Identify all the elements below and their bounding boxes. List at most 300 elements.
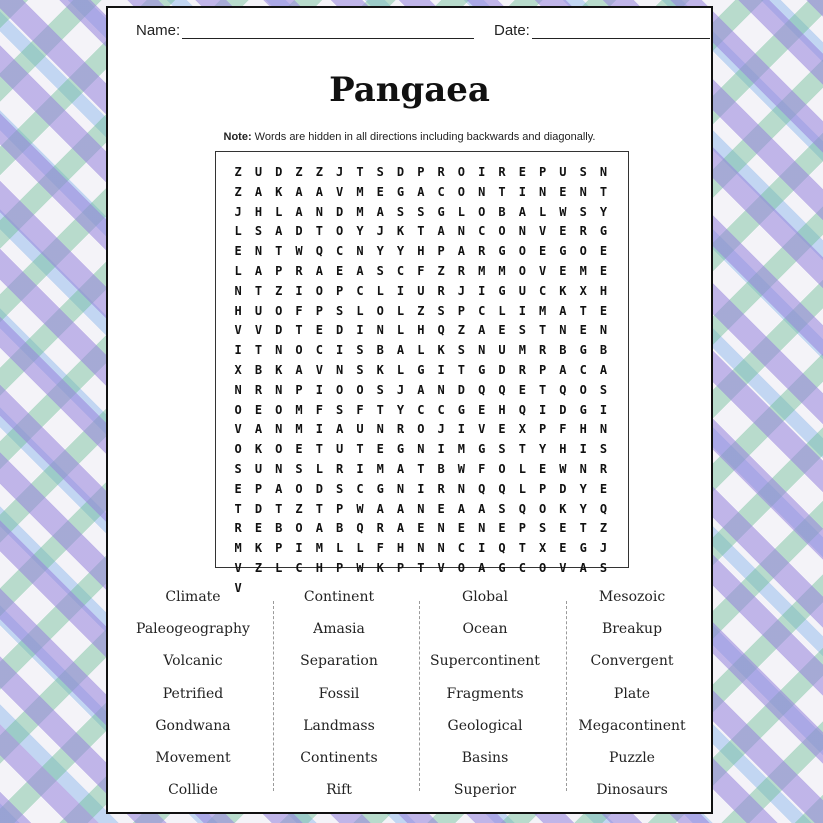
grid-letter: B	[599, 343, 608, 358]
grid-letter: M	[376, 461, 384, 476]
grid-letter: E	[559, 541, 567, 556]
grid-letter: Q	[478, 382, 486, 397]
grid-letter: J	[234, 204, 242, 219]
grid-letter: Z	[437, 263, 445, 278]
grid-letter: L	[234, 263, 242, 278]
grid-letter: D	[336, 204, 344, 219]
grid-letter: E	[559, 263, 567, 278]
grid-letter: A	[254, 422, 263, 437]
word-item: Dinosaurs	[596, 782, 668, 799]
grid-letter: I	[315, 382, 323, 397]
word-item: Supercontinent	[430, 653, 540, 670]
grid-letter: S	[376, 382, 384, 397]
grid-letter: A	[295, 184, 303, 199]
word-column	[120, 585, 266, 810]
grid-letter: R	[437, 165, 445, 179]
grid-letter: S	[376, 263, 384, 278]
grid-letter: E	[254, 402, 263, 417]
grid-letter: E	[254, 521, 263, 536]
word-column	[412, 585, 558, 810]
grid-letter: O	[336, 224, 344, 239]
grid-letter: A	[315, 263, 323, 278]
grid-letter: Z	[315, 165, 323, 179]
grid-letter: I	[518, 303, 526, 318]
grid-letter: Q	[437, 323, 445, 338]
grid-letter: C	[356, 481, 364, 496]
grid-letter: S	[356, 362, 364, 377]
grid-letter: P	[315, 303, 323, 318]
grid-letter: A	[478, 560, 486, 575]
grid-letter: U	[254, 165, 263, 179]
grid-letter: A	[396, 501, 405, 516]
grid-letter: A	[559, 362, 567, 377]
grid-letter: O	[315, 283, 323, 298]
grid-letter: V	[254, 323, 263, 338]
grid-letter: P	[254, 481, 263, 496]
grid-letter: C	[437, 402, 445, 417]
grid-letter: N	[254, 244, 263, 259]
grid-letter: R	[437, 283, 445, 298]
grid-letter: O	[457, 184, 466, 199]
grid-letter: W	[457, 461, 466, 476]
grid-letter: S	[599, 382, 608, 397]
grid-letter: M	[457, 442, 466, 457]
grid-letter: E	[599, 244, 608, 259]
grid-letter: R	[457, 263, 466, 278]
grid-letter: P	[538, 422, 547, 437]
grid-letter: E	[518, 165, 526, 179]
grid-letter: Y	[396, 402, 405, 417]
grid-letter: A	[376, 501, 384, 516]
grid-letter: G	[498, 560, 506, 575]
grid-letter: S	[336, 481, 344, 496]
grid-letter: Q	[518, 501, 526, 516]
grid-letter: U	[254, 461, 263, 476]
grid-letter: Z	[234, 165, 242, 179]
grid-letter: I	[457, 422, 466, 437]
grid-letter: X	[538, 541, 547, 556]
grid-letter: P	[538, 481, 547, 496]
grid-letter: L	[518, 461, 526, 476]
word-item: Superior	[453, 782, 517, 799]
grid-letter: T	[417, 560, 425, 575]
word-item: Plate	[613, 685, 651, 702]
grid-letter: E	[559, 224, 567, 239]
grid-letter: C	[396, 263, 405, 278]
grid-letter: K	[254, 442, 263, 457]
grid-letter: N	[437, 382, 445, 397]
grid-letter: O	[275, 303, 283, 318]
grid-letter: B	[254, 362, 263, 377]
grid-letter: A	[417, 382, 425, 397]
grid-letter: M	[518, 343, 526, 358]
grid-letter: C	[315, 343, 323, 358]
grid-letter: V	[437, 560, 445, 575]
grid-letter: I	[356, 461, 364, 476]
grid-letter: F	[417, 263, 425, 278]
grid-letter: D	[336, 323, 344, 338]
grid-letter: L	[376, 283, 384, 298]
grid-letter: Q	[498, 541, 506, 556]
grid-letter: R	[295, 263, 303, 278]
grid-letter: I	[478, 541, 486, 556]
grid-letter: O	[518, 244, 526, 259]
grid-letter: C	[356, 283, 364, 298]
grid-letter: N	[275, 461, 283, 476]
grid-letter: Z	[234, 184, 242, 199]
grid-letter: B	[498, 204, 506, 219]
grid-letter: E	[234, 244, 242, 259]
grid-letter: E	[376, 442, 384, 457]
grid-letter: Y	[356, 224, 364, 239]
grid-letter: Z	[457, 323, 466, 338]
grid-letter: Z	[295, 165, 303, 179]
grid-letter: O	[356, 382, 364, 397]
grid-letter: E	[498, 521, 506, 536]
grid-letter: C	[437, 184, 445, 199]
grid-letter: S	[457, 343, 466, 358]
grid-letter: L	[356, 541, 364, 556]
grid-letter: S	[538, 521, 547, 536]
grid-letter: E	[295, 442, 303, 457]
grid-letter: R	[478, 244, 486, 259]
grid-letter: A	[315, 521, 323, 536]
grid-letter: D	[275, 165, 283, 179]
grid-letter: Y	[579, 481, 587, 496]
grid-letter: B	[559, 343, 567, 358]
grid-letter: A	[396, 343, 405, 358]
grid-letter: E	[417, 521, 425, 536]
grid-letter: O	[457, 560, 466, 575]
grid-letter: O	[234, 402, 242, 417]
grid-letter: L	[396, 323, 405, 338]
grid-letter: I	[599, 402, 608, 417]
grid-letter: E	[559, 184, 567, 199]
grid-letter: O	[417, 422, 425, 437]
grid-letter: I	[396, 283, 405, 298]
grid-letter: N	[579, 461, 587, 476]
grid-letter: T	[538, 323, 547, 338]
grid-letter: Q	[559, 382, 567, 397]
grid-letter: O	[538, 501, 547, 516]
grid-letter: R	[538, 343, 547, 358]
grid-letter: L	[417, 343, 425, 358]
grid-letter: M	[579, 263, 587, 278]
grid-letter: D	[396, 165, 405, 179]
grid-letter: T	[356, 165, 364, 179]
grid-letter: H	[417, 323, 425, 338]
grid-letter: C	[478, 303, 486, 318]
grid-letter: Q	[498, 481, 506, 496]
grid-letter: F	[315, 402, 323, 417]
grid-letter: A	[356, 263, 364, 278]
grid-letter: G	[579, 402, 587, 417]
grid-letter: E	[579, 323, 587, 338]
grid-letter: N	[275, 382, 283, 397]
grid-letter: N	[356, 244, 364, 259]
grid-letter: R	[234, 521, 242, 536]
grid-letter: F	[559, 422, 567, 437]
grid-letter: G	[498, 244, 506, 259]
grid-letter: W	[295, 244, 303, 259]
grid-letter: T	[254, 343, 263, 358]
grid-letter: A	[275, 481, 283, 496]
grid-letter: N	[234, 382, 242, 397]
grid-letter: O	[518, 263, 526, 278]
grid-letter: F	[356, 402, 364, 417]
grid-letter: T	[295, 323, 303, 338]
grid-letter: H	[396, 541, 405, 556]
grid-letter: X	[579, 283, 587, 298]
word-item: Climate	[165, 589, 221, 605]
word-column	[559, 585, 705, 810]
grid-letter: I	[417, 481, 425, 496]
grid-letter: G	[478, 362, 486, 377]
grid-letter: R	[518, 362, 526, 377]
grid-letter: I	[579, 442, 587, 457]
grid-letter: Y	[599, 204, 608, 219]
grid-letter: E	[599, 303, 608, 318]
grid-letter: A	[254, 184, 263, 199]
grid-letter: G	[417, 362, 425, 377]
word-search-grid	[228, 163, 614, 599]
grid-letter: T	[579, 521, 587, 536]
grid-letter: G	[376, 481, 384, 496]
name-label: Name:	[136, 22, 181, 39]
grid-letter: G	[579, 541, 587, 556]
grid-letter: A	[478, 323, 486, 338]
grid-letter: Y	[538, 442, 547, 457]
grid-letter: E	[437, 501, 445, 516]
grid-letter: A	[396, 461, 405, 476]
grid-letter: O	[538, 560, 547, 575]
grid-letter: U	[356, 422, 364, 437]
grid-letter: K	[376, 362, 384, 377]
grid-letter: N	[518, 224, 526, 239]
grid-letter: R	[376, 521, 384, 536]
page-title: Pangaea	[329, 70, 490, 110]
grid-letter: T	[254, 283, 263, 298]
grid-letter: N	[599, 323, 608, 338]
grid-letter: Z	[275, 283, 283, 298]
grid-letter: S	[417, 204, 425, 219]
grid-letter: B	[336, 521, 344, 536]
word-item: Gondwana	[155, 717, 231, 734]
grid-letter: G	[579, 343, 587, 358]
word-item: Separation	[300, 653, 378, 670]
grid-letter: S	[599, 442, 608, 457]
grid-letter: N	[457, 481, 466, 496]
grid-letter: L	[234, 224, 242, 239]
grid-letter: T	[417, 224, 425, 239]
word-item: Petrified	[162, 685, 224, 702]
grid-letter: O	[498, 224, 506, 239]
grid-letter: N	[417, 501, 425, 516]
word-item: Ocean	[462, 621, 508, 638]
word-search-grid-box	[215, 151, 629, 595]
word-item: Convergent	[590, 653, 674, 670]
grid-letter: I	[356, 323, 364, 338]
grid-letter: L	[538, 204, 547, 219]
grid-letter: A	[457, 244, 466, 259]
grid-letter: Z	[599, 521, 608, 536]
grid-letter: O	[295, 343, 303, 358]
grid-letter: J	[376, 224, 384, 239]
grid-letter: W	[356, 560, 364, 575]
grid-letter: L	[498, 303, 506, 318]
grid-letter: O	[579, 382, 587, 397]
word-item: Mesozoic	[598, 589, 666, 605]
grid-letter: Z	[295, 501, 303, 516]
grid-letter: P	[336, 560, 344, 575]
date-line	[532, 38, 710, 39]
grid-letter: A	[599, 362, 608, 377]
grid-letter: K	[275, 362, 283, 377]
grid-letter: M	[295, 402, 303, 417]
grid-letter: O	[336, 382, 344, 397]
grid-letter: P	[538, 165, 547, 179]
grid-letter: V	[234, 422, 242, 437]
grid-letter: Q	[599, 501, 608, 516]
grid-letter: W	[559, 204, 567, 219]
grid-letter: T	[498, 184, 506, 199]
grid-letter: R	[437, 481, 445, 496]
grid-letter: M	[498, 263, 506, 278]
grid-letter: S	[234, 461, 242, 476]
grid-letter: A	[559, 303, 567, 318]
grid-letter: U	[498, 343, 506, 358]
grid-letter: N	[376, 422, 384, 437]
word-item: Rift	[326, 782, 352, 799]
grid-letter: T	[356, 442, 364, 457]
name-line	[182, 38, 474, 39]
grid-letter: K	[376, 560, 384, 575]
grid-letter: U	[559, 165, 567, 179]
grid-letter: T	[315, 224, 323, 239]
grid-letter: E	[538, 461, 547, 476]
grid-letter: J	[457, 283, 466, 298]
grid-letter: S	[498, 442, 506, 457]
grid-letter: P	[518, 521, 526, 536]
grid-letter: V	[315, 362, 323, 377]
grid-letter: G	[498, 283, 506, 298]
grid-letter: V	[234, 323, 242, 338]
grid-letter: S	[579, 204, 587, 219]
grid-letter: D	[275, 323, 283, 338]
grid-letter: A	[315, 184, 323, 199]
grid-letter: M	[356, 184, 364, 199]
grid-letter: Y	[579, 501, 587, 516]
word-item: Landmass	[303, 717, 375, 734]
grid-letter: H	[234, 303, 242, 318]
grid-letter: M	[234, 541, 242, 556]
grid-letter: G	[599, 224, 608, 239]
grid-letter: I	[336, 343, 344, 358]
grid-letter: A	[275, 224, 283, 239]
word-item: Megacontinent	[578, 717, 686, 734]
grid-letter: L	[275, 204, 283, 219]
grid-letter: R	[498, 165, 506, 179]
grid-letter: L	[396, 303, 405, 318]
grid-letter: O	[295, 481, 303, 496]
grid-letter: R	[396, 422, 405, 437]
grid-letter: O	[457, 165, 466, 179]
word-item: Continents	[300, 749, 378, 766]
grid-letter: T	[538, 382, 547, 397]
grid-letter: N	[478, 521, 486, 536]
grid-letter: K	[559, 283, 567, 298]
grid-letter: G	[437, 204, 445, 219]
grid-letter: S	[579, 165, 587, 179]
grid-letter: C	[478, 224, 486, 239]
grid-letter: I	[478, 283, 486, 298]
word-item: Geological	[447, 717, 523, 734]
grid-letter: H	[315, 560, 323, 575]
grid-letter: D	[295, 224, 303, 239]
grid-letter: N	[538, 184, 547, 199]
word-item: Global	[462, 589, 508, 605]
grid-letter: A	[254, 263, 263, 278]
grid-letter: A	[295, 204, 303, 219]
grid-letter: S	[336, 303, 344, 318]
grid-letter: V	[538, 224, 547, 239]
grid-letter: E	[234, 481, 242, 496]
word-item: Volcanic	[163, 653, 223, 670]
grid-letter: X	[518, 422, 526, 437]
word-item: Puzzle	[609, 749, 655, 766]
grid-letter: A	[295, 362, 303, 377]
grid-letter: F	[295, 303, 303, 318]
grid-letter: R	[599, 461, 608, 476]
grid-letter: P	[275, 263, 283, 278]
grid-letter: N	[275, 343, 283, 358]
grid-letter: M	[356, 204, 364, 219]
grid-letter: B	[275, 521, 283, 536]
grid-letter: V	[538, 263, 547, 278]
grid-letter: J	[336, 165, 344, 179]
grid-letter: L	[356, 303, 364, 318]
grid-letter: B	[437, 461, 445, 476]
grid-letter: X	[234, 362, 242, 377]
grid-letter: T	[315, 501, 323, 516]
word-item: Amasia	[313, 621, 365, 638]
grid-letter: S	[336, 402, 344, 417]
grid-letter: P	[437, 244, 445, 259]
grid-letter: Z	[254, 560, 263, 575]
grid-letter: D	[559, 402, 567, 417]
word-item: Breakup	[601, 621, 663, 638]
grid-letter: U	[518, 283, 526, 298]
grid-letter: D	[457, 382, 466, 397]
grid-letter: I	[437, 362, 445, 377]
grid-letter: G	[396, 442, 405, 457]
grid-letter: P	[336, 501, 344, 516]
grid-letter: E	[376, 184, 384, 199]
grid-letter: Z	[417, 303, 425, 318]
note-label: Note:	[223, 131, 252, 143]
grid-letter: V	[234, 580, 242, 595]
grid-letter: N	[457, 224, 466, 239]
grid-letter: U	[417, 283, 425, 298]
grid-letter: O	[234, 442, 242, 457]
grid-letter: G	[478, 442, 486, 457]
grid-letter: F	[376, 541, 384, 556]
grid-letter: V	[234, 560, 242, 575]
grid-letter: Y	[396, 244, 405, 259]
grid-letter: P	[275, 541, 283, 556]
grid-letter: W	[559, 461, 567, 476]
grid-letter: S	[396, 204, 405, 219]
